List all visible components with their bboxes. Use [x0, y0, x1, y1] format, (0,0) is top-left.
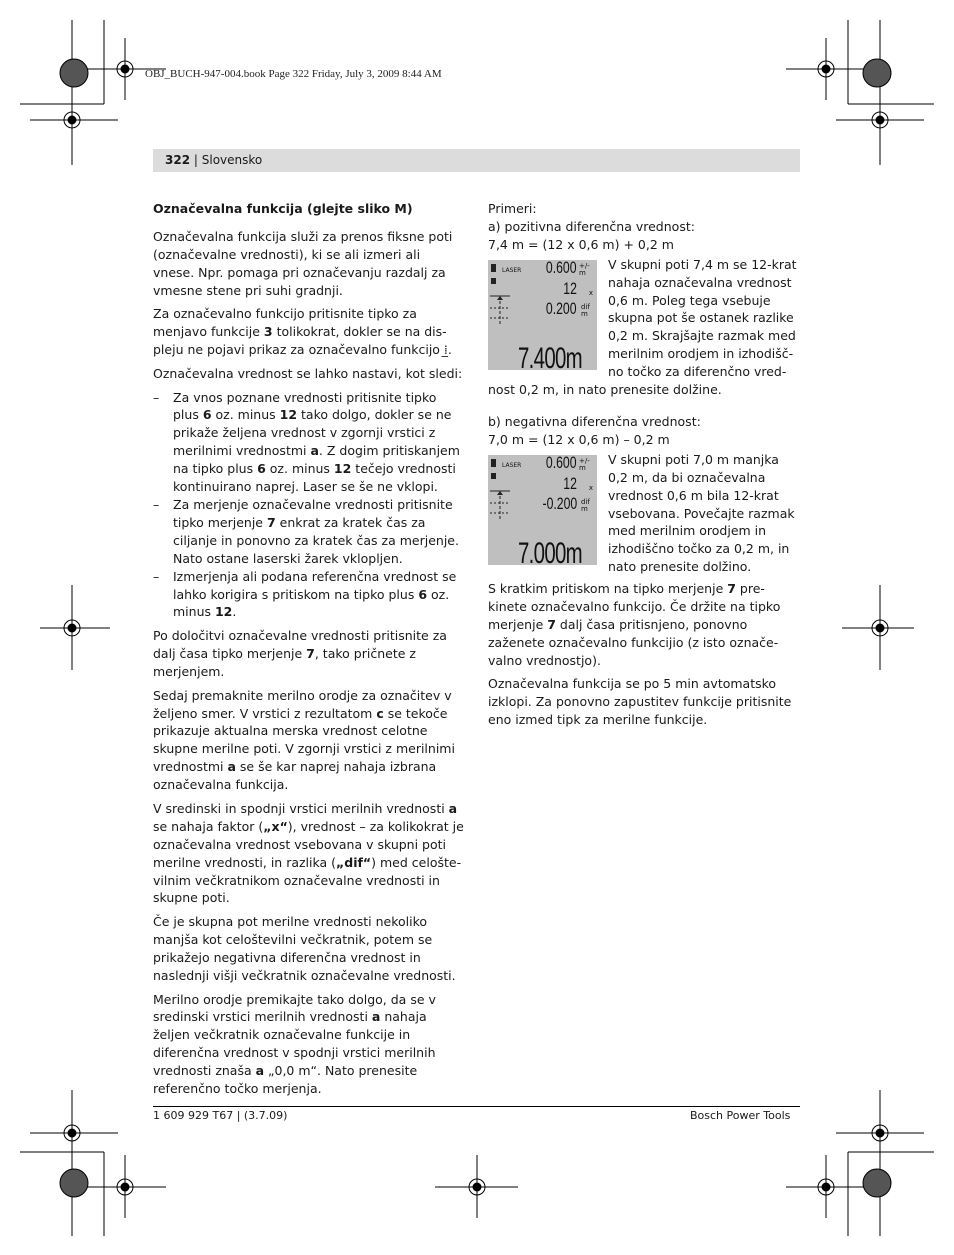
- marking-function-icon: ⁞̲: [443, 342, 448, 358]
- right-column: [488, 200, 800, 735]
- reference-icons: [488, 455, 518, 525]
- examples-intro: Primeri:: [488, 201, 537, 216]
- bullet-list: [153, 389, 465, 622]
- display-row3-unit: dif m: [581, 302, 590, 318]
- display-row2-unit: x: [588, 288, 593, 297]
- display-result: 7.000m: [518, 536, 582, 570]
- display-row3-unit: dif m: [581, 497, 590, 513]
- header-language: Slovensko: [201, 153, 263, 167]
- laser-label: LASER: [502, 461, 522, 469]
- display-row2-unit: x: [588, 483, 593, 492]
- paragraph: Označevalna vrednost se lahko nastavi, kot sledi:: [153, 365, 463, 381]
- page-number: 322: [165, 153, 191, 167]
- display-example-a: [488, 257, 597, 375]
- header-separator: |: [193, 153, 198, 167]
- display-row1: 0.600: [546, 257, 577, 277]
- example-a-text: V skupni poti 7,4 m se 12-krat nahaja označevalna vrednost 0,6 m. Poleg tega vsebuje skupna pot še ostanek razlike 0,2 m. Skrajšajte razmak med merilnim orodjem in izhodišč-no točko za diferenčno vred-nost 0,2 m, in nato prenesite dolžine.: [488, 256, 797, 398]
- display-result: 7.400m: [518, 341, 582, 375]
- paragraph: Merilno orodje premikajte tako dolgo, da se v sredinski vrstici merilnih vrednosti a nahaja željen večkratnik označevalne funkcije in diferenčna vrednost v spodnji vrstici merilnih vrednosti znaša a „0,0 m“. Nato prenesite referenčno točko merjenja.: [153, 991, 436, 1097]
- example-b-text: V skupni poti 7,0 m manjka 0,2 m, da bi označevalna vrednost 0,6 m bila 12-krat vsebovana. Povečajte razmak med merilnim orodjem in izhodiščno točko za 0,2 m, in nato prenesite dolžino.: [608, 451, 795, 575]
- display-row2: 12: [563, 278, 577, 298]
- display-row1-unit: +/- m: [579, 456, 590, 472]
- paragraph: Označevalna funkcija se po 5 min avtomatsko izklopi. Za ponovno zapustitev funkcije pritisnite eno izmed tipk za merilne funkcije.: [488, 676, 792, 728]
- paragraph: Za označevalno funkcijo pritisnite tipko za menjavo funkcije 3 tolikokrat, dokler se na dis-pleju ne pojavi prikaz za označevalno funkcijo ⁞̲.: [153, 306, 452, 358]
- laser-label: LASER: [502, 266, 522, 274]
- example-b-formula: 7,0 m = (12 x 0,6 m) – 0,2 m: [488, 431, 670, 447]
- reference-icons: [488, 260, 518, 330]
- display-example-b: [488, 452, 597, 570]
- left-column: [153, 200, 465, 1104]
- example-a-formula: 7,4 m = (12 x 0,6 m) + 0,2 m: [488, 236, 674, 252]
- print-info: OBJ_BUCH-947-004.book Page 322 Friday, July 3, 2009 8:44 AM: [145, 68, 442, 80]
- display-row3: -0.200: [542, 493, 577, 513]
- list-item: – Za merjenje označevalne vrednosti pritisnite tipko merjenje 7 enkrat za kratek čas za ciljanje in ponovno za kratek čas za merjenje. Nato ostane laserski žarek vklopljen.: [153, 496, 465, 568]
- footer-doc-number: 1 609 929 T67 | (3.7.09): [153, 1109, 288, 1122]
- page-header: [165, 153, 262, 167]
- list-item: – Za vnos poznane vrednosti pritisnite tipko plus 6 oz. minus 12 tako dolgo, dokler se ne prikaže željena vrednost v zgornji vrstici z merilnimi vrednostmi a. Z dogim pritiskanjem na tipko plus 6 oz. minus 12 tečejo vrednosti kontinuirano naprej. Laser se še ne vklopi.: [153, 389, 465, 496]
- footer-rule: [153, 1106, 800, 1107]
- paragraph: Sedaj premaknite merilno orodje za označitev v željeno smer. V vrstici z rezultatom c se tekoče prikazuje aktualna merska vrednost celotne skupne merilne poti. V zgornji vrstici z merilnimi vrednostmi a se še kar naprej nahaja izbrana označevalna funkcija.: [153, 687, 455, 793]
- footer-brand: Bosch Power Tools: [690, 1109, 791, 1122]
- paragraph: S kratkim pritiskom na tipko merjenje 7 pre-kinete označevalno funkcijo. Če držite na tipko merjenje 7 dalj časa pritisnjeno, ponovno zaženete označevalno funkcijio (z isto označe-valno vrednostjo).: [488, 581, 781, 668]
- paragraph: Po določitvi označevalne vrednosti pritisnite za dalj časa tipko merjenje 7, tako pričnete z merjenjem.: [153, 628, 447, 679]
- example-a-title: a) pozitivna diferenčna vrednost:: [488, 218, 695, 234]
- list-item: – Izmerjenja ali podana referenčna vrednost se lahko korigira s pritiskom na tipko plus 6 oz. minus 12.: [153, 568, 465, 622]
- section-heading: Označevalna funkcija (glejte sliko M): [153, 201, 413, 216]
- paragraph: V sredinski in spodnji vrstici merilnih vrednosti a se nahaja faktor („x“), vrednost – za kolikokrat je označevalna vrednost vsebovana v skupni poti merilne vrednosti, in razlika („dif“) med celošte-vilnim večkratnikom označevalne vrednosti in skupne poti.: [153, 800, 464, 906]
- example-b-title: b) negativna diferenčna vrednost:: [488, 413, 701, 429]
- display-row3: 0.200: [546, 298, 577, 318]
- display-row1-unit: +/- m: [579, 261, 590, 277]
- display-row1: 0.600: [546, 452, 577, 472]
- paragraph: Označevalna funkcija služi za prenos fiksne poti (označevalne vrednosti), ki se ali izmeri ali vnese. Npr. pomaga pri označevanju razdalj za vmesne stene pri suhi gradnji.: [153, 228, 453, 298]
- display-row2: 12: [563, 473, 577, 493]
- paragraph: Če je skupna pot merilne vrednosti nekoliko manjša kot celoštevilni večkratnik, potem se prikažejo negativna diferenčna vrednost in naslednji višji večkratnik označevalne vrednosti.: [153, 914, 456, 983]
